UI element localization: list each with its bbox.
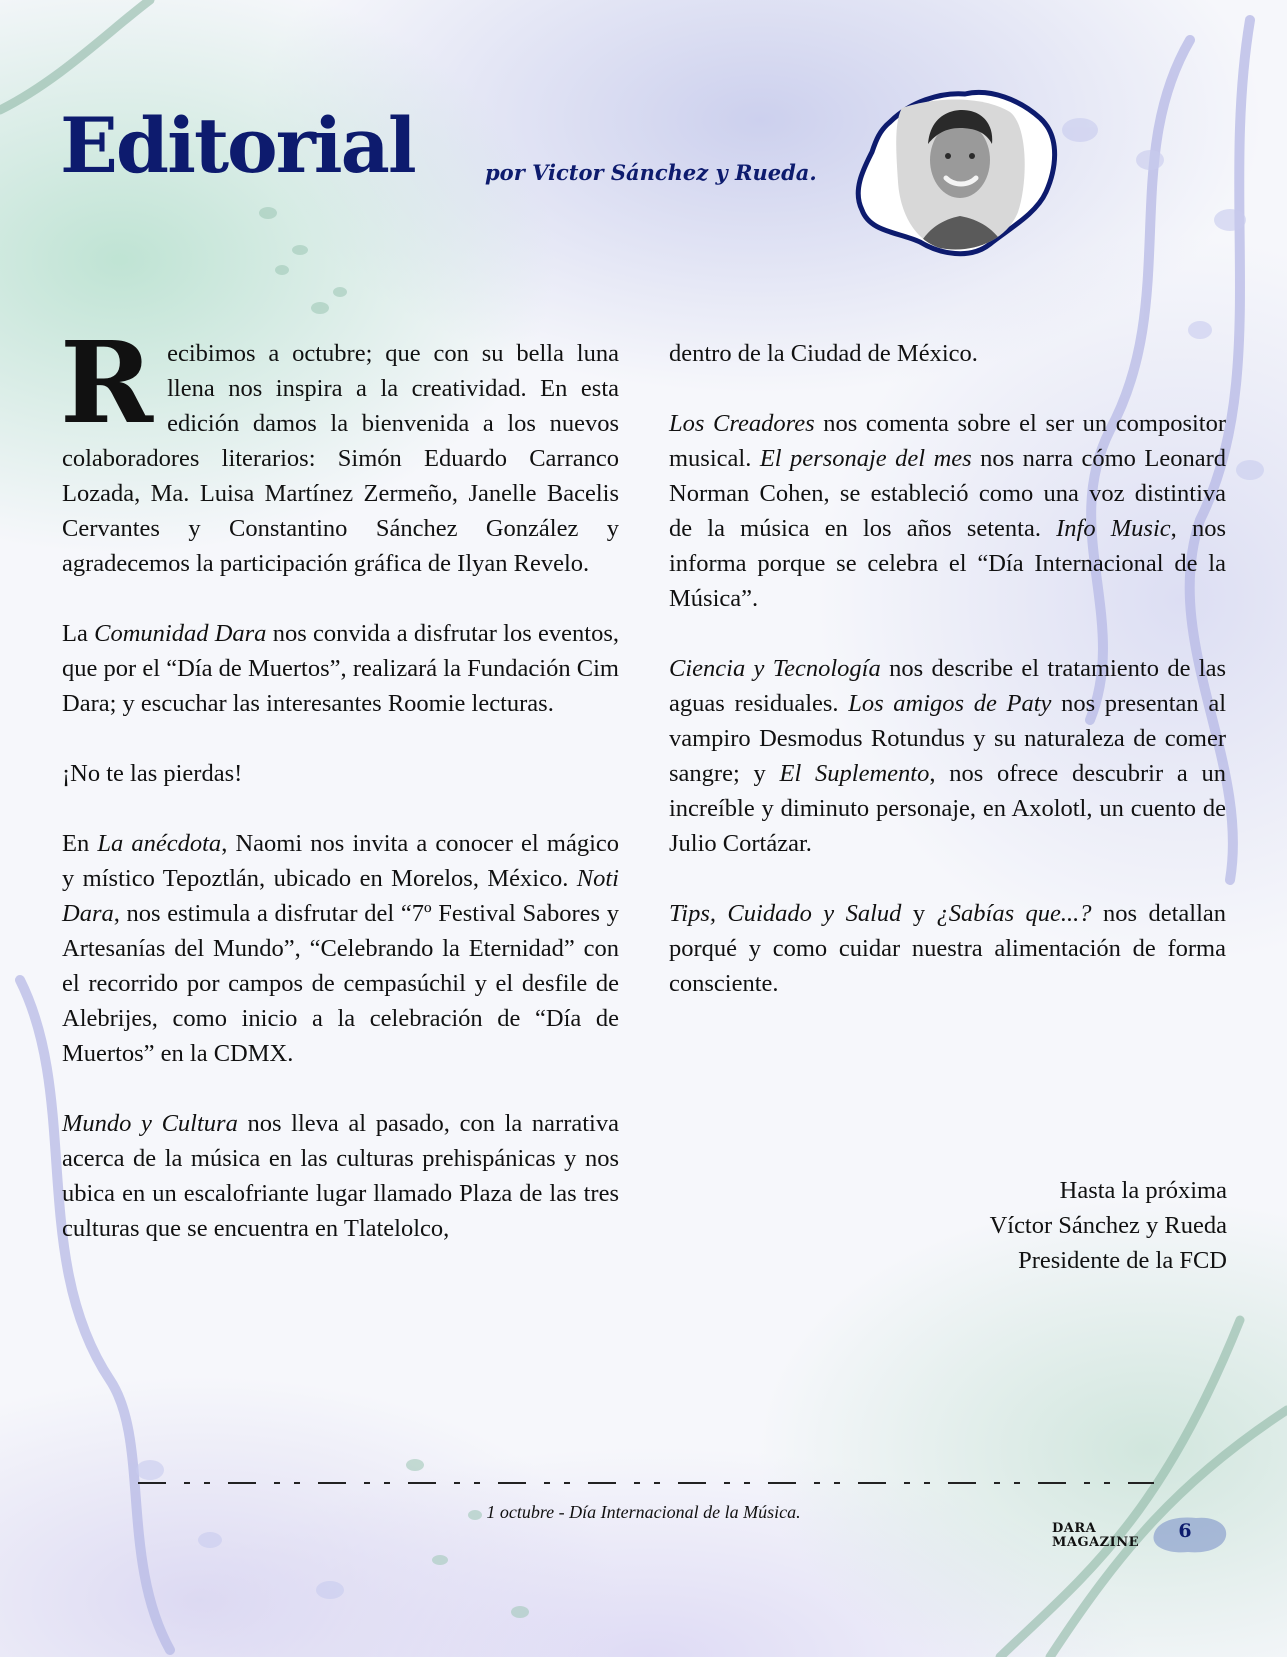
signoff-greeting: Hasta la próxima (1059, 1177, 1227, 1204)
page-title: Editorial (60, 101, 415, 190)
paragraph-no-te-las-pierdas: ¡No te las pierdas! (62, 760, 243, 787)
author-byline: por Victor Sánchez y Rueda. (485, 160, 817, 185)
paragraph-anecdota: En La anécdota, Naomi nos invita a conocer el mágico y místico Tepoztlán, ubicado en Morelos, México. Noti Dara, nos estimula a disfrutar del “7º Festival Sabores y Artesanías del Mundo”, “Celebrando la Eternidad” con el recorrido por campos de cempasúchil y el desfile de Alebrijes, como inicio a la celebración de “Día de Muertos” en la CDMX. (62, 830, 619, 1067)
right-text-column (669, 336, 1226, 1001)
paragraph-continuation: dentro de la Ciudad de México. (669, 340, 978, 367)
paragraph-tips: Tips, Cuidado y Salud y ¿Sabías que...? nos detallan porqué y como cuidar nuestra alimentación de forma consciente. (669, 900, 1226, 997)
signoff (990, 1173, 1227, 1278)
paragraph-ciencia: Ciencia y Tecnología nos describe el tratamiento de las aguas residuales. Los amigos de Paty nos presentan al vampiro Desmodus Rotundus y su naturaleza de comer sangre; y El Suplemento, nos ofrece descubrir a un increíble y diminuto personaje, en Axolotl, un cuento de Julio Cortázar. (669, 655, 1227, 857)
paragraph-comunidad: La Comunidad Dara nos convida a disfrutar los eventos, que por el “Día de Muertos”, realizará la Fundación Cim Dara; y escuchar las interesantes Roomie lecturas. (62, 620, 619, 717)
author-portrait (850, 82, 1065, 264)
signoff-role: Presidente de la FCD (1018, 1247, 1227, 1274)
paragraph-mundo-cultura: Mundo y Cultura nos lleva al pasado, con la narrativa acerca de la música en las culturas prehispánicas y nos ubica en un escalofriante lugar llamado Plaza de las tres culturas que se encuentra en Tlatelolco, (62, 1110, 619, 1242)
footer-divider (138, 1480, 1154, 1486)
signoff-name: Víctor Sánchez y Rueda (989, 1212, 1227, 1239)
paragraph-creadores: Los Creadores nos comenta sobre el ser un compositor musical. El personaje del mes nos narra cómo Leonard Norman Cohen, se estableció como una voz distintiva de la música en los años setenta. Info Music, nos informa porque se celebra el “Día Internacional de la Música”. (669, 410, 1226, 612)
brand-logo: DARA MAGAZINE (1052, 1521, 1140, 1550)
footer-note: 1 octubre - Día Internacional de la Música. (486, 1502, 801, 1522)
left-text-column (60, 318, 619, 1246)
intro-paragraph: Recibimos a octubre; que con su bella luna llena nos inspira a la creatividad. En esta edición damos la bienvenida a los nuevos colaboradores literarios: Simón Eduardo Carranco Lozada, Ma. Luisa Martínez Zermeño, Janelle Bacelis Cervantes y Constantino Sánchez González y agradecemos la participación gráfica de Ilyan Revelo. (60, 318, 619, 577)
page-number: 6 (1178, 1520, 1192, 1542)
dropcap: R (60, 318, 154, 449)
